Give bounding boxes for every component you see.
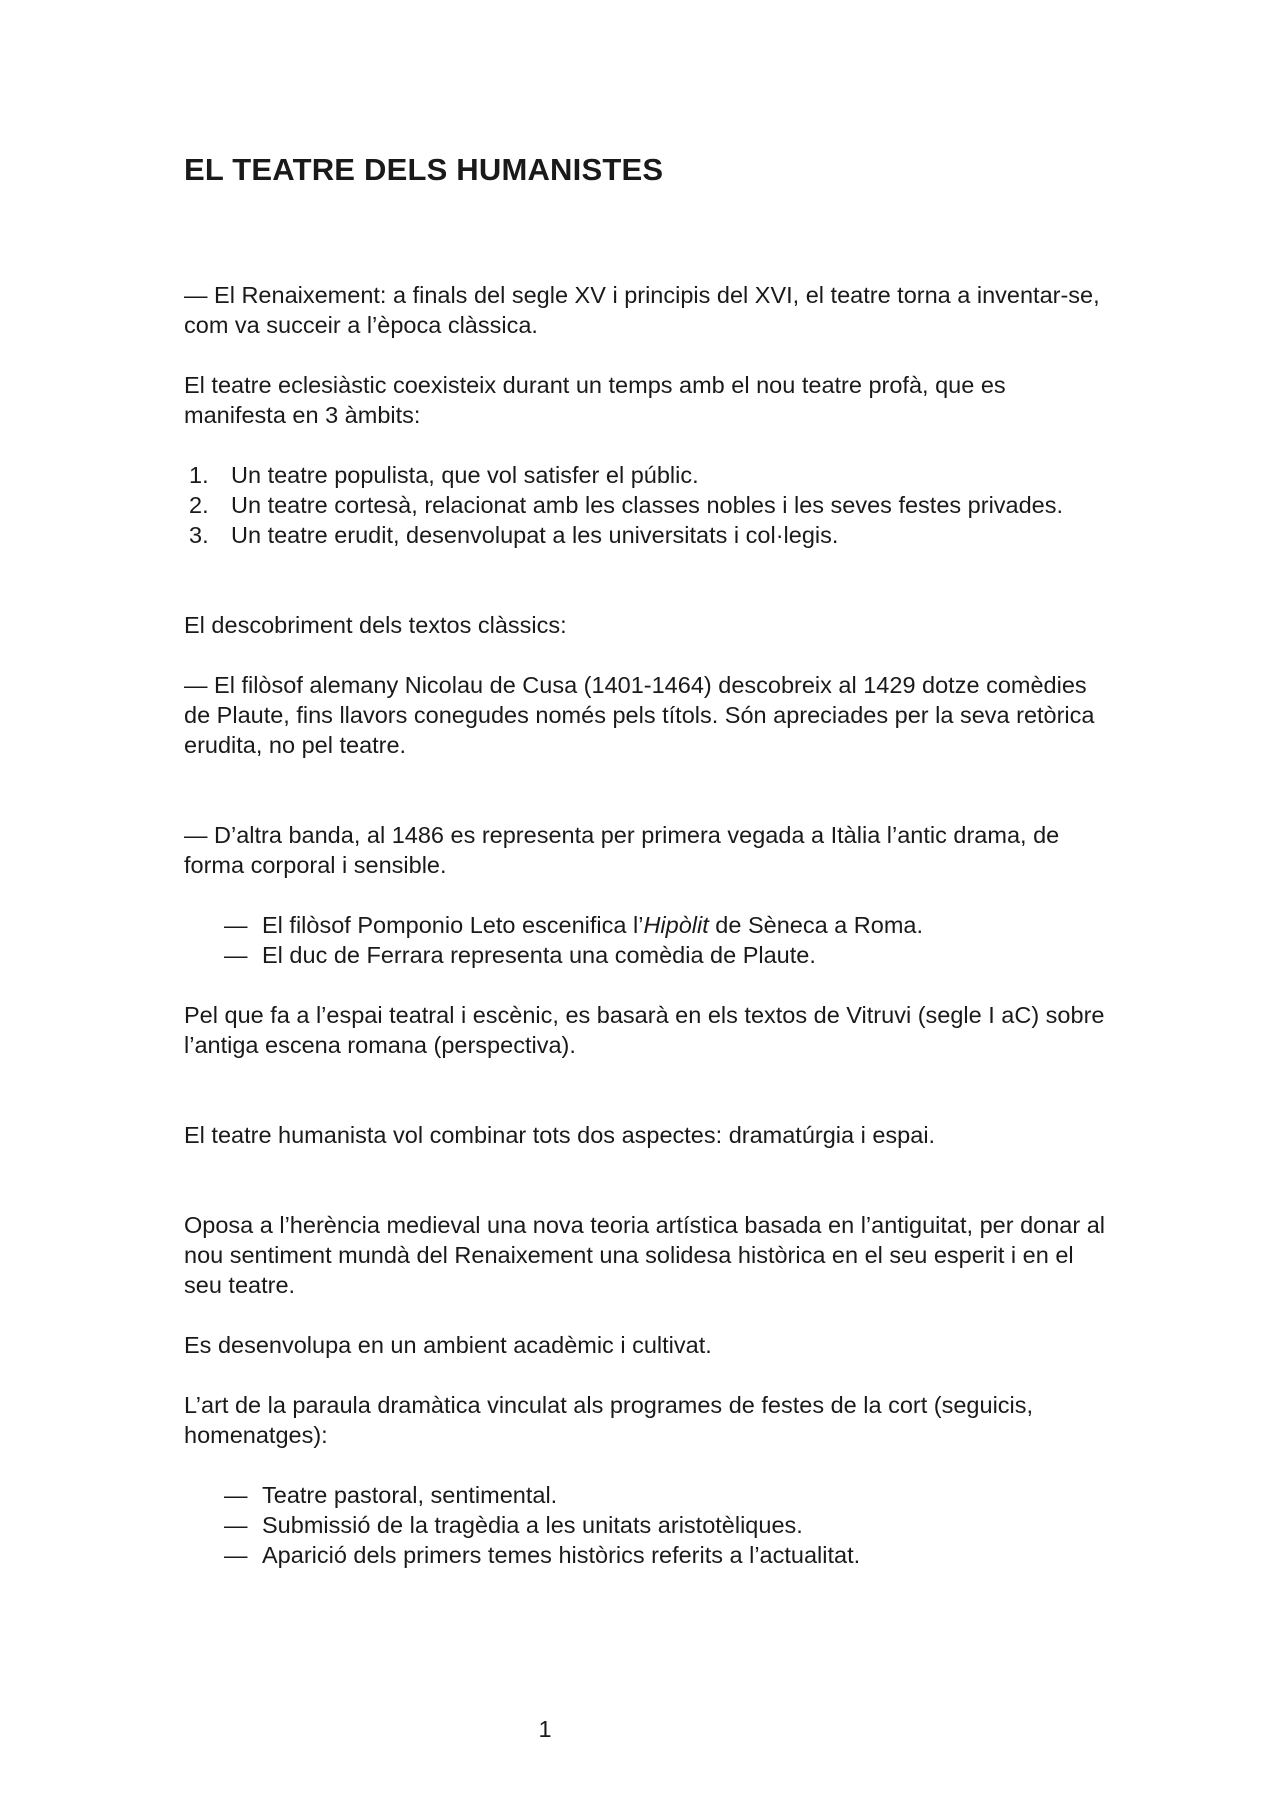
list-number: 1. (189, 462, 209, 488)
numbered-list-ambits (184, 460, 1114, 550)
list-item-text-after: de Sèneca a Roma. (708, 912, 923, 938)
paragraph-nicolau-de-cusa: — El filòsof alemany Nicolau de Cusa (1401-1464) descobreix al 1429 dotze comèdies de Plaute, fins llavors conegudes només pels títols. Són apreciades per la seva retòrica erudita, no pel teatre. (184, 672, 1095, 758)
list-item (184, 940, 1114, 970)
paragraph-altra-banda: — D’altra banda, al 1486 es representa per primera vegada a Itàlia l’antic drama, de forma corporal i sensible. (184, 822, 1060, 878)
list-item-text: Un teatre erudit, desenvolupat a les universitats i col·legis. (231, 522, 839, 548)
document-page (184, 0, 1114, 1811)
list-item-text: Un teatre populista, que vol satisfer el públic. (231, 462, 699, 488)
list-item-text: El duc de Ferrara representa una comèdia de Plaute. (262, 942, 816, 968)
list-item (184, 1540, 1114, 1570)
paragraph-vitruvi: Pel que fa a l’espai teatral i escènic, es basarà en els textos de Vitruvi (segle I aC) sobre l’antiga escena romana (perspectiva). (184, 1002, 1105, 1058)
list-item (184, 1480, 1114, 1510)
paragraph-herencia-medieval: Oposa a l’herència medieval una nova teoria artística basada en l’antiguitat, per donar al nou sentiment mundà del Renaixement una solidesa històrica en el seu esperit i en el seu teatre. (184, 1212, 1105, 1298)
list-number: 2. (189, 492, 209, 518)
list-item (184, 910, 1114, 940)
list-item-text: Un teatre cortesà, relacionat amb les classes nobles i les seves festes privades. (231, 492, 1064, 518)
list-item (184, 1510, 1114, 1540)
list-item-text-before: El filòsof Pomponio Leto escenifica l’ (262, 912, 644, 938)
list-item (184, 460, 1114, 490)
dash-marker: — (224, 1482, 248, 1508)
document-body (184, 280, 1114, 1570)
hipolit-title: Hipòlit (643, 912, 709, 938)
paragraph-art-paraula: L’art de la paraula dramàtica vinculat als programes de festes de la cort (seguicis, homenatges): (184, 1392, 1034, 1448)
list-item-text: Submissió de la tragèdia a les unitats aristotèliques. (262, 1512, 803, 1538)
dash-marker: — (224, 1542, 248, 1568)
list-item-text: Aparició dels primers temes històrics referits a l’actualitat. (262, 1542, 861, 1568)
dash-list-generes (184, 1480, 1114, 1570)
paragraph-renaixement: — El Renaixement: a finals del segle XV i principis del XVI, el teatre torna a inventar-se, com va succeir a l’època clàssica. (184, 282, 1100, 338)
dash-marker: — (224, 942, 248, 968)
paragraph-teatre-humanista: El teatre humanista vol combinar tots dos aspectes: dramatúrgia i espai. (184, 1122, 936, 1148)
list-item (184, 490, 1114, 520)
dash-list-representacions (184, 910, 1114, 970)
dash-marker: — (224, 912, 248, 938)
list-number: 3. (189, 522, 209, 548)
paragraph-descobriment: El descobriment dels textos clàssics: (184, 612, 567, 638)
paragraph-teatre-eclesiastic: El teatre eclesiàstic coexisteix durant un temps amb el nou teatre profà, que es manifesta en 3 àmbits: (184, 372, 1006, 428)
list-item-text: Teatre pastoral, sentimental. (262, 1482, 558, 1508)
list-item (184, 520, 1114, 550)
dash-marker: — (224, 1512, 248, 1538)
paragraph-ambient-academic: Es desenvolupa en un ambient acadèmic i cultivat. (184, 1332, 712, 1358)
page-number: 1 (538, 1716, 552, 1742)
page-title: EL TEATRE DELS HUMANISTES (184, 152, 664, 187)
